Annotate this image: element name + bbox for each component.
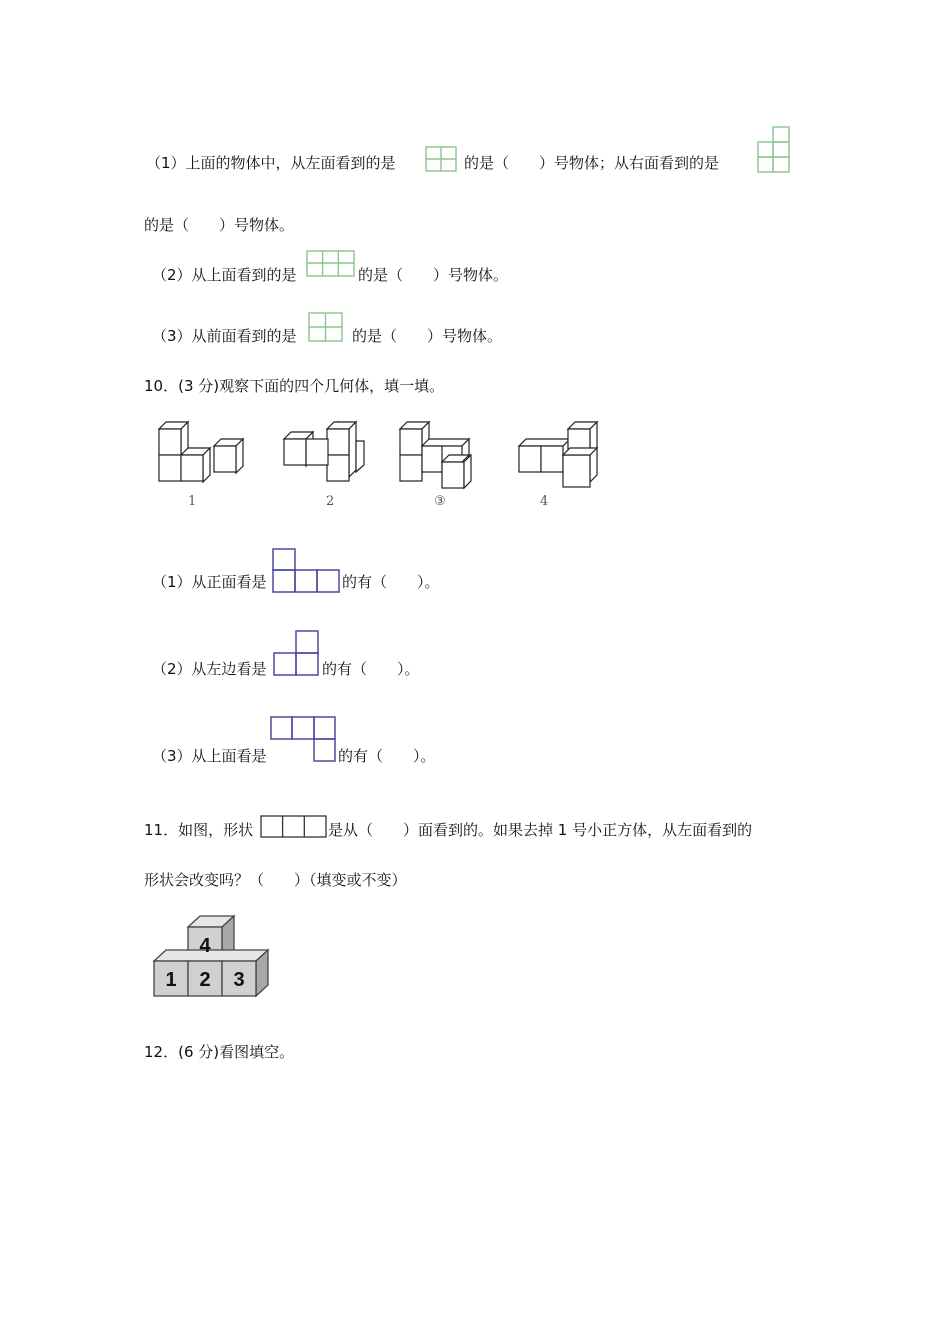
cube-label-3: 3 [233, 969, 245, 991]
q9-p2-text-b: 的是（ ）号物体。 [358, 266, 509, 284]
q11-numbered-cubes-figure [150, 912, 276, 1004]
q9-part1-continuation: 的是（ ）号物体。 [144, 216, 295, 234]
solid-3-drawing [400, 422, 471, 488]
solid-4-drawing [519, 422, 597, 487]
q9-p3-text-a: （3）从前面看到的是 [152, 327, 297, 345]
q9-part1-line-mid [464, 153, 719, 173]
cube-label-4: 4 [199, 935, 211, 957]
cube-label-2: 2 [199, 969, 211, 991]
q9-p1-text-b: 的是（ ）号物体；从右面看到的是 [464, 154, 720, 172]
q10-p1-text-a: （1）从正面看是 [152, 573, 267, 591]
solid-1-drawing [159, 422, 243, 482]
q10-p2-text-b: 的有（ ）。 [322, 660, 420, 678]
q10-p2-text-a: （2）从左边看是 [152, 660, 267, 678]
left-view-shape-icon-2 [273, 630, 321, 678]
three-squares-shape-icon [260, 815, 328, 839]
q11-text-b: 是从（ ）面看到的。如果去掉 1 号小正方体，从左面看到的 [328, 821, 753, 839]
q10-title: 10．(3 分)观察下面的四个几何体，填一填。 [144, 377, 445, 395]
solid-label-2: 2 [326, 494, 335, 509]
q9-p3-text-b: 的是（ ）号物体。 [352, 327, 503, 345]
q10-p3-text-b: 的有（ ）。 [338, 747, 436, 765]
cube-label-1: 1 [165, 969, 177, 991]
right-view-shape-icon [757, 126, 791, 174]
top-view-shape-icon [306, 250, 356, 278]
q9-p2-text-a: （2）从上面看到的是 [152, 266, 297, 284]
q10-solids-figure [150, 415, 620, 495]
q9-p1-text-a: （1）上面的物体中，从左面看到的是 [146, 154, 396, 172]
q11-text-a: 11．如图，形状 [144, 821, 254, 839]
q10-p3-text-a: （3）从上面看是 [152, 747, 267, 765]
left-view-shape-icon [425, 146, 457, 172]
front-view-l-shape-icon [272, 548, 342, 594]
q10-p1-text-b: 的有（ ）。 [342, 573, 440, 591]
solid-2-drawing [284, 422, 364, 481]
solid-label-4: 4 [540, 494, 549, 509]
top-view-shape-icon-2 [270, 716, 338, 764]
solid-label-3: ③ [434, 494, 446, 509]
solid-label-1: 1 [188, 494, 197, 509]
q12-title: 12．(6 分)看图填空。 [144, 1043, 295, 1061]
q11-line2: 形状会改变吗？（ ）（填变或不变） [144, 871, 407, 889]
q9-part1-line [146, 153, 396, 173]
front-view-shape-icon [308, 312, 344, 342]
